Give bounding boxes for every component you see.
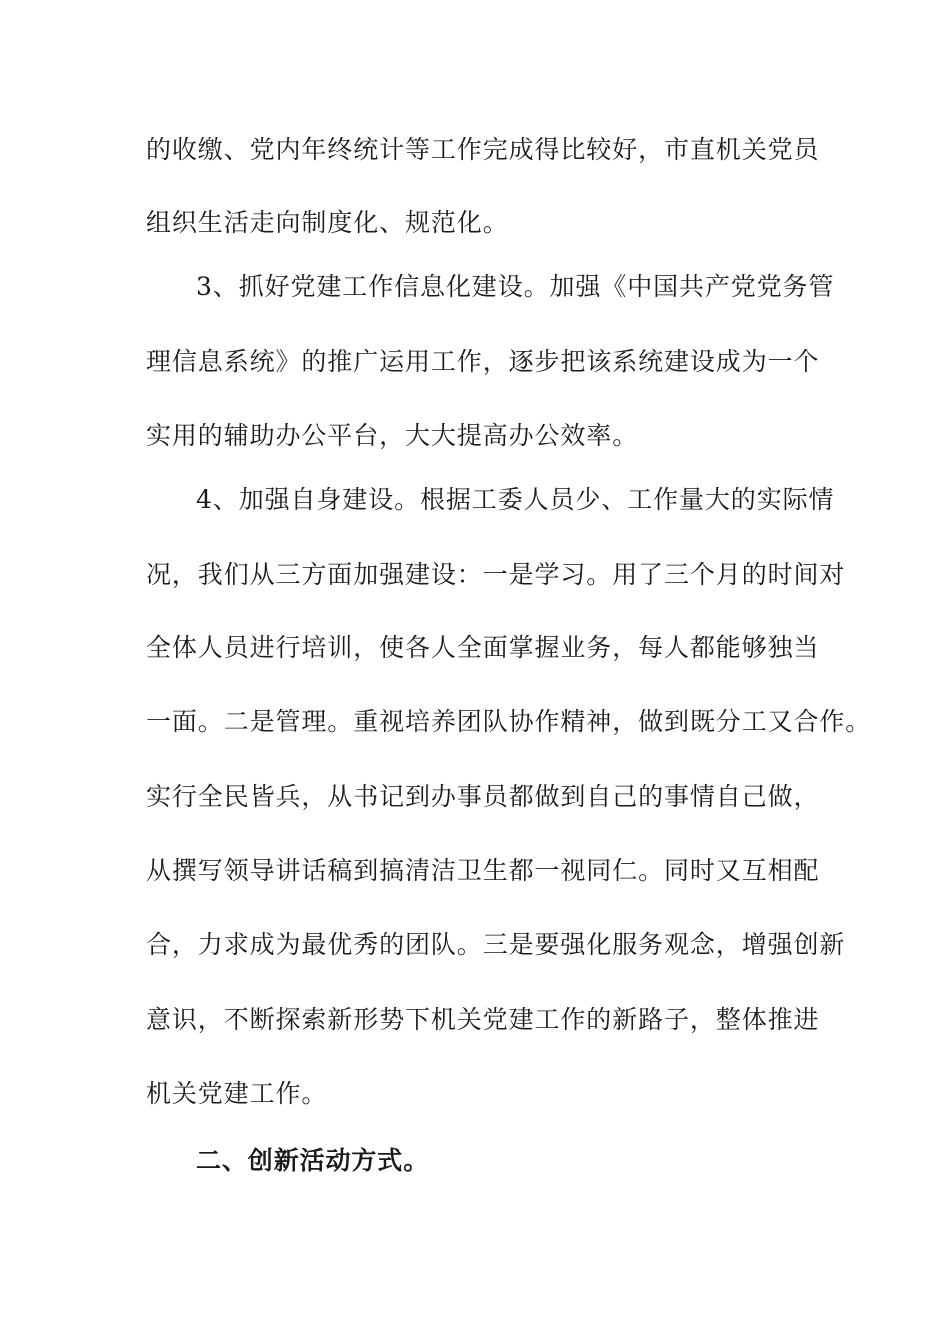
text-line: 理信息系统》的推广运用工作，逐步把该系统建设成为一个 bbox=[146, 347, 820, 376]
section-heading: 二、创新活动方式。 bbox=[196, 1146, 430, 1175]
text-line: 实用的辅助办公平台，大大提高办公效率。 bbox=[146, 421, 639, 450]
text-line: 意识，不断探索新形势下机关党建工作的新路子，整体推进 bbox=[146, 1005, 820, 1034]
text-line: 况，我们从三方面加强建设：一是学习。用了三个月的时间对 bbox=[146, 560, 846, 589]
text-line: 机关党建工作。 bbox=[146, 1079, 328, 1108]
text-line: 合，力求成为最优秀的团队。三是要强化服务观念，增强创新 bbox=[146, 930, 846, 959]
text-line: 全体人员进行培训，使各人全面掌握业务，每人都能够独当 bbox=[146, 633, 820, 662]
text-line: 的收缴、党内年终统计等工作完成得比较好，市直机关党员 bbox=[146, 135, 820, 164]
paragraph-start-line: 4、加强自身建设。根据工委人员少、工作量大的实际情 bbox=[196, 485, 835, 514]
text-line: 从撰写领导讲话稿到搞清洁卫生都一视同仁。同时又互相配 bbox=[146, 856, 820, 885]
paragraph-start-line: 3、抓好党建工作信息化建设。加强《中国共产党党务管 bbox=[196, 272, 835, 301]
text-line: 组织生活走向制度化、规范化。 bbox=[146, 208, 509, 237]
text-line: 一面。二是管理。重视培养团队协作精神，做到既分工又合作。 bbox=[146, 707, 872, 736]
text-line: 实行全民皆兵，从书记到办事员都做到自己的事情自己做， bbox=[146, 782, 820, 811]
